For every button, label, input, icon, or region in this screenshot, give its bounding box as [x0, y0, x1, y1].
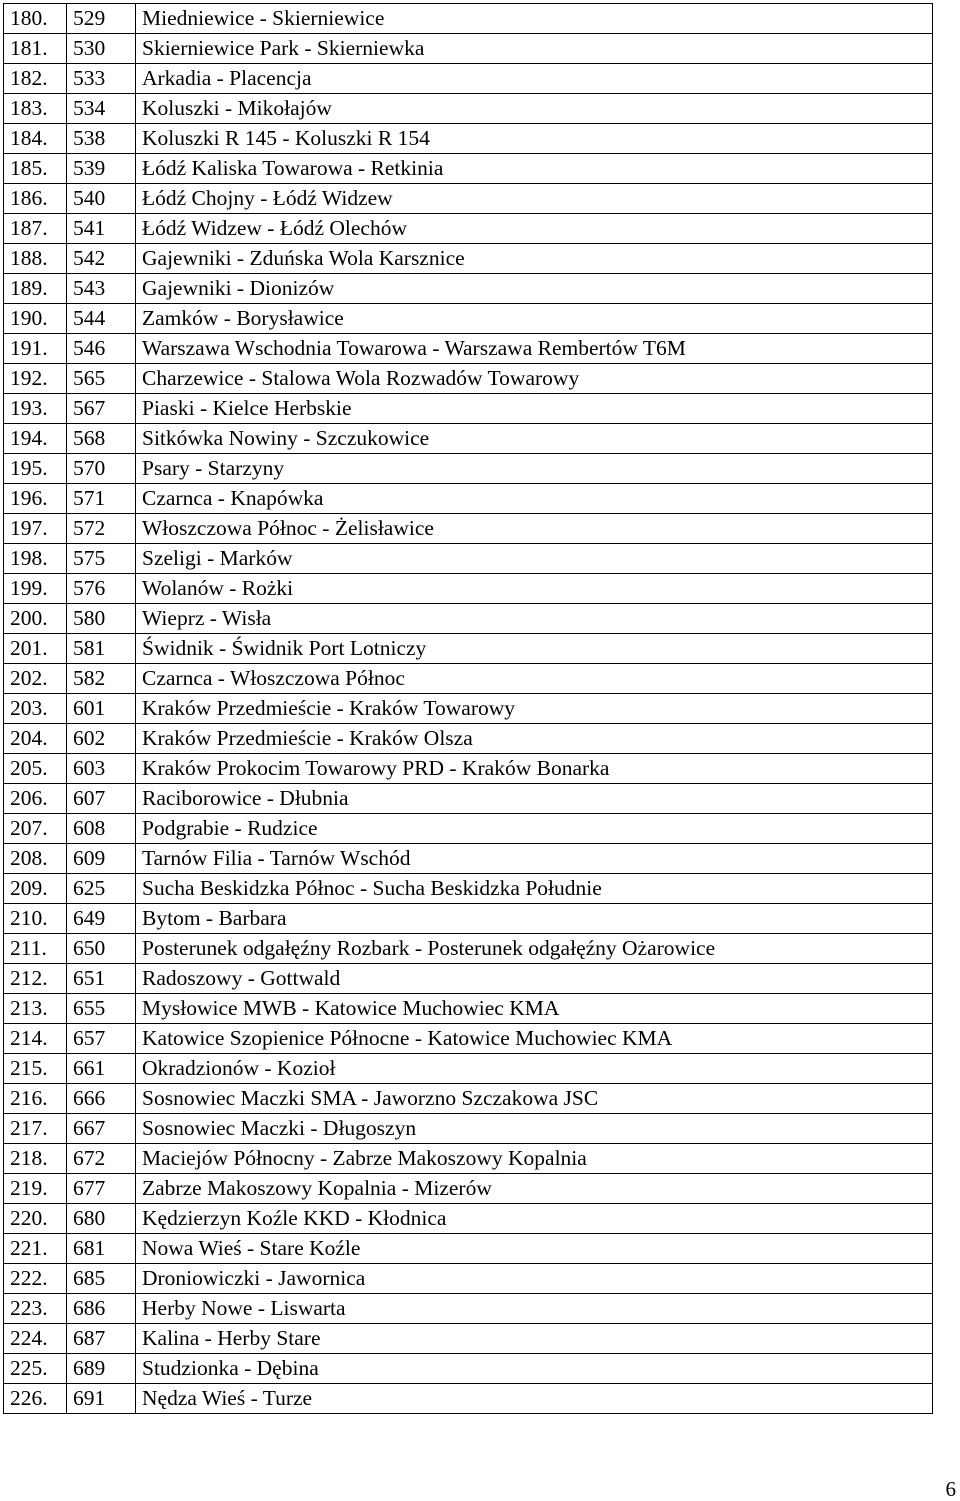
- row-ordinal-cell: 180.: [4, 4, 67, 34]
- table-row: [4, 394, 933, 424]
- line-name-cell: Zamków - Borysławice: [136, 304, 933, 334]
- line-name-cell: Miedniewice - Skierniewice: [136, 4, 933, 34]
- line-name-cell: Łódź Chojny - Łódź Widzew: [136, 184, 933, 214]
- row-ordinal-cell: 217.: [4, 1114, 67, 1144]
- row-ordinal-cell: 195.: [4, 454, 67, 484]
- line-number-cell: 580: [67, 604, 136, 634]
- line-number-cell: 691: [67, 1384, 136, 1414]
- line-name-cell: Sucha Beskidzka Północ - Sucha Beskidzka Południe: [136, 874, 933, 904]
- row-ordinal-cell: 205.: [4, 754, 67, 784]
- line-number-cell: 530: [67, 34, 136, 64]
- row-ordinal-cell: 211.: [4, 934, 67, 964]
- line-number-cell: 685: [67, 1264, 136, 1294]
- table-row: [4, 64, 933, 94]
- line-name-cell: Arkadia - Placencja: [136, 64, 933, 94]
- table-row: [4, 1174, 933, 1204]
- table-row: [4, 1024, 933, 1054]
- line-number-cell: 567: [67, 394, 136, 424]
- row-ordinal-cell: 208.: [4, 844, 67, 874]
- row-ordinal-cell: 181.: [4, 34, 67, 64]
- line-name-cell: Katowice Szopienice Północne - Katowice Muchowiec KMA: [136, 1024, 933, 1054]
- line-number-cell: 601: [67, 694, 136, 724]
- row-ordinal-cell: 189.: [4, 274, 67, 304]
- line-number-cell: 607: [67, 784, 136, 814]
- table-row: [4, 274, 933, 304]
- line-number-cell: 650: [67, 934, 136, 964]
- table-row: [4, 514, 933, 544]
- row-ordinal-cell: 213.: [4, 994, 67, 1024]
- line-number-cell: 570: [67, 454, 136, 484]
- line-name-cell: Nowa Wieś - Stare Koźle: [136, 1234, 933, 1264]
- line-name-cell: Koluszki - Mikołajów: [136, 94, 933, 124]
- line-number-cell: 657: [67, 1024, 136, 1054]
- row-ordinal-cell: 184.: [4, 124, 67, 154]
- table-row: [4, 1384, 933, 1414]
- line-name-cell: Wieprz - Wisła: [136, 604, 933, 634]
- line-number-cell: 543: [67, 274, 136, 304]
- row-ordinal-cell: 183.: [4, 94, 67, 124]
- row-ordinal-cell: 212.: [4, 964, 67, 994]
- line-name-cell: Warszawa Wschodnia Towarowa - Warszawa Rembertów T6M: [136, 334, 933, 364]
- line-name-cell: Gajewniki - Zduńska Wola Karsznice: [136, 244, 933, 274]
- table-row: [4, 94, 933, 124]
- table-row: [4, 934, 933, 964]
- line-number-cell: 680: [67, 1204, 136, 1234]
- row-ordinal-cell: 186.: [4, 184, 67, 214]
- line-number-cell: 582: [67, 664, 136, 694]
- table-row: [4, 844, 933, 874]
- line-number-cell: 677: [67, 1174, 136, 1204]
- line-number-cell: 533: [67, 64, 136, 94]
- row-ordinal-cell: 225.: [4, 1354, 67, 1384]
- row-ordinal-cell: 204.: [4, 724, 67, 754]
- row-ordinal-cell: 199.: [4, 574, 67, 604]
- table-row: [4, 484, 933, 514]
- line-name-cell: Maciejów Północny - Zabrze Makoszowy Kopalnia: [136, 1144, 933, 1174]
- line-number-cell: 686: [67, 1294, 136, 1324]
- table-row: [4, 1324, 933, 1354]
- line-number-cell: 576: [67, 574, 136, 604]
- row-ordinal-cell: 226.: [4, 1384, 67, 1414]
- table-row: [4, 1144, 933, 1174]
- table-row: [4, 1264, 933, 1294]
- line-name-cell: Raciborowice - Dłubnia: [136, 784, 933, 814]
- table-row: [4, 214, 933, 244]
- table-row: [4, 664, 933, 694]
- line-number-cell: 649: [67, 904, 136, 934]
- row-ordinal-cell: 188.: [4, 244, 67, 274]
- row-ordinal-cell: 198.: [4, 544, 67, 574]
- line-name-cell: Koluszki R 145 - Koluszki R 154: [136, 124, 933, 154]
- row-ordinal-cell: 187.: [4, 214, 67, 244]
- table-row: [4, 904, 933, 934]
- row-ordinal-cell: 209.: [4, 874, 67, 904]
- table-row: [4, 34, 933, 64]
- line-number-cell: 602: [67, 724, 136, 754]
- line-number-cell: 541: [67, 214, 136, 244]
- row-ordinal-cell: 194.: [4, 424, 67, 454]
- line-name-cell: Skierniewice Park - Skierniewka: [136, 34, 933, 64]
- table-row: [4, 244, 933, 274]
- line-name-cell: Kraków Prokocim Towarowy PRD - Kraków Bonarka: [136, 754, 933, 784]
- row-ordinal-cell: 219.: [4, 1174, 67, 1204]
- row-ordinal-cell: 214.: [4, 1024, 67, 1054]
- table-row: [4, 544, 933, 574]
- line-name-cell: Włoszczowa Północ - Żelisławice: [136, 514, 933, 544]
- table-row: [4, 424, 933, 454]
- line-name-cell: Posterunek odgałęźny Rozbark - Posterunek odgałęźny Ożarowice: [136, 934, 933, 964]
- line-name-cell: Czarnca - Knapówka: [136, 484, 933, 514]
- table-row: [4, 364, 933, 394]
- line-name-cell: Okradzionów - Kozioł: [136, 1054, 933, 1084]
- table-row: [4, 634, 933, 664]
- line-name-cell: Nędza Wieś - Turze: [136, 1384, 933, 1414]
- line-number-cell: 666: [67, 1084, 136, 1114]
- line-number-cell: 655: [67, 994, 136, 1024]
- line-name-cell: Piaski - Kielce Herbskie: [136, 394, 933, 424]
- table-row: [4, 334, 933, 364]
- line-name-cell: Kędzierzyn Koźle KKD - Kłodnica: [136, 1204, 933, 1234]
- line-name-cell: Psary - Starzyny: [136, 454, 933, 484]
- table-row: [4, 694, 933, 724]
- line-name-cell: Studzionka - Dębina: [136, 1354, 933, 1384]
- line-number-cell: 572: [67, 514, 136, 544]
- row-ordinal-cell: 223.: [4, 1294, 67, 1324]
- line-name-cell: Radoszowy - Gottwald: [136, 964, 933, 994]
- line-number-cell: 625: [67, 874, 136, 904]
- table-row: [4, 1084, 933, 1114]
- line-name-cell: Wolanów - Rożki: [136, 574, 933, 604]
- table-row: [4, 964, 933, 994]
- table-row: [4, 784, 933, 814]
- row-ordinal-cell: 220.: [4, 1204, 67, 1234]
- line-name-cell: Podgrabie - Rudzice: [136, 814, 933, 844]
- line-number-cell: 672: [67, 1144, 136, 1174]
- line-name-cell: Bytom - Barbara: [136, 904, 933, 934]
- line-number-cell: 529: [67, 4, 136, 34]
- line-name-cell: Tarnów Filia - Tarnów Wschód: [136, 844, 933, 874]
- line-name-cell: Sitkówka Nowiny - Szczukowice: [136, 424, 933, 454]
- line-name-cell: Herby Nowe - Liswarta: [136, 1294, 933, 1324]
- table-row: [4, 1354, 933, 1384]
- line-name-cell: Świdnik - Świdnik Port Lotniczy: [136, 634, 933, 664]
- line-number-cell: 539: [67, 154, 136, 184]
- line-name-cell: Łódź Kaliska Towarowa - Retkinia: [136, 154, 933, 184]
- table-row: [4, 184, 933, 214]
- table-row: [4, 754, 933, 784]
- row-ordinal-cell: 203.: [4, 694, 67, 724]
- row-ordinal-cell: 222.: [4, 1264, 67, 1294]
- line-number-cell: 608: [67, 814, 136, 844]
- line-name-cell: Zabrze Makoszowy Kopalnia - Mizerów: [136, 1174, 933, 1204]
- table-row: [4, 874, 933, 904]
- table-row: [4, 1204, 933, 1234]
- railway-lines-table-body: [4, 4, 933, 1414]
- line-name-cell: Kalina - Herby Stare: [136, 1324, 933, 1354]
- line-number-cell: 687: [67, 1324, 136, 1354]
- line-name-cell: Gajewniki - Dionizów: [136, 274, 933, 304]
- table-row: [4, 4, 933, 34]
- line-number-cell: 538: [67, 124, 136, 154]
- table-row: [4, 994, 933, 1024]
- line-name-cell: Kraków Przedmieście - Kraków Olsza: [136, 724, 933, 754]
- table-row: [4, 1294, 933, 1324]
- row-ordinal-cell: 202.: [4, 664, 67, 694]
- table-row: [4, 154, 933, 184]
- row-ordinal-cell: 197.: [4, 514, 67, 544]
- row-ordinal-cell: 182.: [4, 64, 67, 94]
- line-name-cell: Sosnowiec Maczki - Długoszyn: [136, 1114, 933, 1144]
- table-row: [4, 724, 933, 754]
- row-ordinal-cell: 192.: [4, 364, 67, 394]
- line-number-cell: 667: [67, 1114, 136, 1144]
- line-number-cell: 568: [67, 424, 136, 454]
- line-number-cell: 581: [67, 634, 136, 664]
- line-number-cell: 661: [67, 1054, 136, 1084]
- table-row: [4, 1054, 933, 1084]
- row-ordinal-cell: 200.: [4, 604, 67, 634]
- railway-lines-table: [3, 3, 933, 1414]
- row-ordinal-cell: 190.: [4, 304, 67, 334]
- page-number: 6: [945, 1477, 956, 1501]
- line-name-cell: Droniowiczki - Jawornica: [136, 1264, 933, 1294]
- row-ordinal-cell: 218.: [4, 1144, 67, 1174]
- line-name-cell: Szeligi - Marków: [136, 544, 933, 574]
- table-row: [4, 124, 933, 154]
- line-name-cell: Łódź Widzew - Łódź Olechów: [136, 214, 933, 244]
- line-number-cell: 575: [67, 544, 136, 574]
- line-number-cell: 546: [67, 334, 136, 364]
- row-ordinal-cell: 185.: [4, 154, 67, 184]
- line-number-cell: 651: [67, 964, 136, 994]
- line-name-cell: Charzewice - Stalowa Wola Rozwadów Towarowy: [136, 364, 933, 394]
- line-number-cell: 542: [67, 244, 136, 274]
- line-number-cell: 544: [67, 304, 136, 334]
- table-row: [4, 1234, 933, 1264]
- table-row: [4, 574, 933, 604]
- line-number-cell: 571: [67, 484, 136, 514]
- table-row: [4, 814, 933, 844]
- row-ordinal-cell: 210.: [4, 904, 67, 934]
- row-ordinal-cell: 196.: [4, 484, 67, 514]
- row-ordinal-cell: 215.: [4, 1054, 67, 1084]
- line-number-cell: 603: [67, 754, 136, 784]
- line-name-cell: Mysłowice MWB - Katowice Muchowiec KMA: [136, 994, 933, 1024]
- table-row: [4, 304, 933, 334]
- line-name-cell: Czarnca - Włoszczowa Północ: [136, 664, 933, 694]
- row-ordinal-cell: 207.: [4, 814, 67, 844]
- row-ordinal-cell: 216.: [4, 1084, 67, 1114]
- row-ordinal-cell: 206.: [4, 784, 67, 814]
- line-number-cell: 534: [67, 94, 136, 124]
- line-name-cell: Kraków Przedmieście - Kraków Towarowy: [136, 694, 933, 724]
- row-ordinal-cell: 201.: [4, 634, 67, 664]
- row-ordinal-cell: 221.: [4, 1234, 67, 1264]
- table-row: [4, 604, 933, 634]
- row-ordinal-cell: 193.: [4, 394, 67, 424]
- line-number-cell: 565: [67, 364, 136, 394]
- line-name-cell: Sosnowiec Maczki SMA - Jaworzno Szczakowa JSC: [136, 1084, 933, 1114]
- row-ordinal-cell: 224.: [4, 1324, 67, 1354]
- line-number-cell: 689: [67, 1354, 136, 1384]
- line-number-cell: 540: [67, 184, 136, 214]
- table-row: [4, 454, 933, 484]
- line-number-cell: 609: [67, 844, 136, 874]
- table-row: [4, 1114, 933, 1144]
- row-ordinal-cell: 191.: [4, 334, 67, 364]
- line-number-cell: 681: [67, 1234, 136, 1264]
